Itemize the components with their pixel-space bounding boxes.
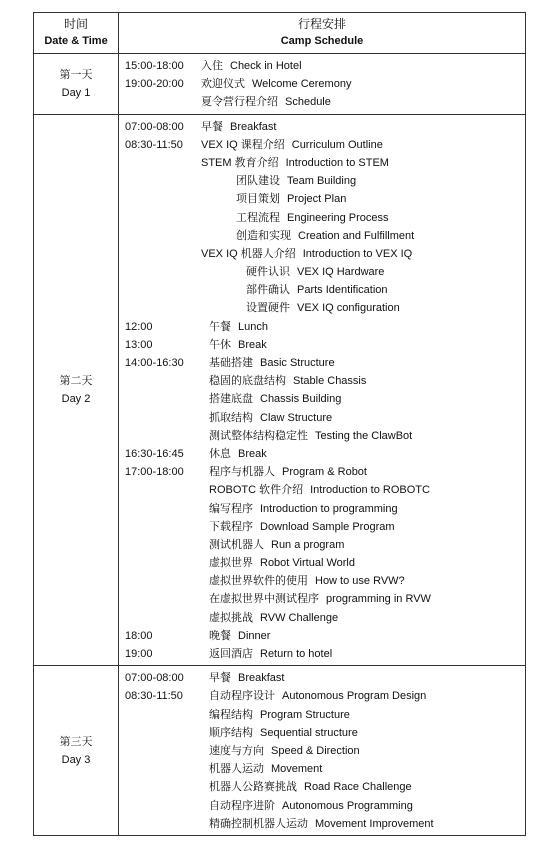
activity-en: Sequential structure <box>260 726 358 739</box>
activity-text <box>209 318 268 336</box>
activity-en: Return to hotel <box>260 648 333 660</box>
activity-zh: 入住 <box>201 60 223 72</box>
activity-en: Introduction to programming <box>260 502 398 515</box>
schedule-row <box>119 445 525 463</box>
schedule-row <box>119 609 525 627</box>
activity-zh: 早餐 <box>201 120 223 133</box>
activity-zh: STEM 教育介绍 <box>201 156 279 169</box>
activity-zh: 速度与方向 <box>209 744 264 757</box>
schedule-row <box>119 500 525 518</box>
activity-zh: 精确控制机器人运动 <box>209 817 308 830</box>
time-text: 19:00 <box>125 648 153 660</box>
activity-text <box>201 93 331 111</box>
activity-en: Break <box>238 447 267 460</box>
activity-en: Autonomous Program Design <box>282 690 427 703</box>
activity-zh: 搭建底盘 <box>209 393 253 406</box>
activity-en: Movement <box>271 763 323 776</box>
activity-text <box>209 554 355 572</box>
day-schedule-cell <box>119 114 526 666</box>
activity-zh: 自动程序进阶 <box>209 799 275 812</box>
activity-en: Robot Virtual World <box>260 557 355 570</box>
activity-zh: 早餐 <box>209 672 231 685</box>
day-label-cell <box>34 54 119 115</box>
time-text: 08:30-11:50 <box>125 138 183 151</box>
schedule-row <box>119 354 525 372</box>
activity-en: Run a program <box>271 538 345 551</box>
activity-en: Road Race Challenge <box>304 781 412 794</box>
activity-text <box>236 209 389 227</box>
schedule-row <box>119 390 525 408</box>
activity-en: Break <box>238 338 267 351</box>
activity-en: Engineering Process <box>287 211 389 224</box>
schedule-row <box>119 687 525 705</box>
activity-text <box>209 815 434 833</box>
activity-zh: 测试机器人 <box>209 538 264 551</box>
activity-en: programming in RVW <box>326 593 431 606</box>
schedule-sheet <box>33 12 525 830</box>
activity-en: Breakfast <box>238 672 285 685</box>
activity-text <box>209 760 322 778</box>
activity-text <box>209 372 366 390</box>
activity-en: Program & Robot <box>282 466 367 479</box>
activity-zh: 午休 <box>209 338 231 351</box>
activity-zh: 编程结构 <box>209 708 253 721</box>
schedule-row <box>119 778 525 796</box>
activity-en: Testing the ClawBot <box>315 429 413 442</box>
activity-en: Chassis Building <box>260 393 342 406</box>
activity-zh: 硬件认识 <box>246 266 290 279</box>
activity-zh: 下载程序 <box>209 520 253 533</box>
activity-text <box>209 536 344 554</box>
schedule-row <box>119 463 525 481</box>
activity-zh: 机器人公路赛挑战 <box>209 781 297 794</box>
activity-text <box>209 609 338 627</box>
activity-zh: 欢迎仪式 <box>201 78 245 91</box>
schedule-row <box>119 318 525 336</box>
activity-en: Introduction to ROBOTC <box>310 484 430 497</box>
activity-text <box>209 500 398 518</box>
schedule-row <box>119 245 525 263</box>
activity-en: Introduction to STEM <box>285 156 389 169</box>
activity-zh: 自动程序设计 <box>209 690 275 703</box>
time-text: 08:30-11:50 <box>125 690 183 703</box>
activity-zh: 顺序结构 <box>209 726 253 739</box>
date-header-zh: 时间 <box>63 17 88 31</box>
day-label-zh: 第三天 <box>59 735 93 748</box>
time-text: 12:00 <box>125 320 153 333</box>
activity-zh: 在虚拟世界中测试程序 <box>209 593 319 606</box>
activity-text <box>209 518 395 536</box>
activity-zh: 抓取结构 <box>209 411 253 424</box>
activity-zh: 基础搭建 <box>209 357 253 369</box>
activity-zh: 夏令营行程介绍 <box>201 96 278 109</box>
activity-en: Check in Hotel <box>230 60 302 72</box>
day-row <box>34 114 526 666</box>
schedule-row <box>119 372 525 390</box>
schedule-row <box>119 427 525 445</box>
activity-en: Curriculum Outline <box>291 138 383 151</box>
activity-text <box>201 154 389 172</box>
schedule-row <box>119 299 525 317</box>
activity-zh: ROBOTC 软件介绍 <box>209 484 304 497</box>
activity-text <box>201 136 383 154</box>
day-label-cell <box>34 114 119 666</box>
activity-zh: VEX IQ 机器人介绍 <box>201 247 296 260</box>
activity-text <box>209 687 426 705</box>
date-time-header <box>34 13 119 54</box>
activity-text <box>236 172 356 190</box>
activity-zh: 编写程序 <box>209 502 253 515</box>
activity-text <box>209 669 284 687</box>
activity-text <box>201 245 412 263</box>
activity-text <box>209 645 332 663</box>
activity-text <box>201 75 351 93</box>
activity-text <box>209 572 405 590</box>
activity-zh: 休息 <box>209 447 231 460</box>
activity-en: Dinner <box>238 629 271 642</box>
activity-text <box>209 724 358 742</box>
activity-en: VEX IQ Hardware <box>297 266 385 279</box>
date-header-en: Date & Time <box>44 35 108 47</box>
schedule-row <box>119 724 525 742</box>
activity-en: Schedule <box>285 96 331 109</box>
time-text: 16:30-16:45 <box>125 447 184 460</box>
days-body <box>34 54 526 836</box>
table-header-row <box>34 13 526 54</box>
schedule-row <box>119 57 525 75</box>
activity-text <box>236 227 414 245</box>
activity-text <box>209 354 335 372</box>
activity-text <box>209 706 350 724</box>
schedule-row <box>119 336 525 354</box>
time-text: 07:00-08:00 <box>125 672 184 685</box>
activity-text <box>209 336 267 354</box>
activity-en: Introduction to VEX IQ <box>302 247 413 260</box>
schedule-row <box>119 518 525 536</box>
activity-en: Team Building <box>287 175 357 188</box>
activity-text <box>209 409 332 427</box>
activity-en: How to use RVW? <box>315 575 405 588</box>
activity-zh: 虚拟世界 <box>209 557 253 570</box>
day-label-en: Day 3 <box>61 753 91 766</box>
time-text: 15:00-18:00 <box>125 60 184 72</box>
activity-en: Lunch <box>238 320 268 333</box>
activity-zh: 部件确认 <box>246 284 290 297</box>
activity-zh: 返回酒店 <box>209 648 253 660</box>
activity-text <box>201 57 302 75</box>
schedule-table <box>33 12 526 836</box>
schedule-row <box>119 209 525 227</box>
day-schedule-cell <box>119 54 526 115</box>
activity-en: Parts Identification <box>297 284 388 297</box>
time-text: 19:00-20:00 <box>125 78 184 91</box>
activity-en: Claw Structure <box>260 411 333 424</box>
schedule-header-en: Camp Schedule <box>280 35 364 47</box>
day-row <box>34 666 526 836</box>
schedule-row <box>119 75 525 93</box>
day-row <box>34 54 526 115</box>
activity-en: RVW Challenge <box>260 611 339 624</box>
activity-en: Speed & Direction <box>271 744 360 757</box>
activity-text <box>209 797 413 815</box>
schedule-row <box>119 409 525 427</box>
schedule-header-zh: 行程安排 <box>297 17 346 31</box>
activity-zh: 晚餐 <box>209 629 231 642</box>
activity-text <box>209 481 430 499</box>
activity-zh: 团队建设 <box>236 175 280 188</box>
schedule-row <box>119 281 525 299</box>
schedule-row <box>119 93 525 111</box>
schedule-row <box>119 797 525 815</box>
schedule-row <box>119 118 525 136</box>
activity-text <box>209 390 341 408</box>
schedule-row <box>119 627 525 645</box>
activity-en: Download Sample Program <box>260 520 395 533</box>
day-label-cell <box>34 666 119 836</box>
activity-text <box>209 445 267 463</box>
day-schedule-cell <box>119 666 526 836</box>
schedule-row <box>119 190 525 208</box>
activity-zh: 午餐 <box>209 320 231 333</box>
time-text: 18:00 <box>125 629 153 642</box>
time-text: 17:00-18:00 <box>125 466 184 479</box>
schedule-row <box>119 136 525 154</box>
activity-zh: VEX IQ 课程介绍 <box>201 138 285 151</box>
activity-zh: 稳固的底盘结构 <box>209 375 286 388</box>
time-text: 07:00-08:00 <box>125 120 184 133</box>
activity-zh: 工程流程 <box>236 211 280 224</box>
activity-zh: 创造和实现 <box>236 229 291 242</box>
schedule-row <box>119 263 525 281</box>
activity-zh: 机器人运动 <box>209 763 264 776</box>
activity-text <box>209 463 367 481</box>
schedule-row <box>119 227 525 245</box>
day-label-en: Day 1 <box>61 86 91 99</box>
activity-en: Welcome Ceremony <box>252 78 352 91</box>
schedule-row <box>119 645 525 663</box>
activity-zh: 虚拟世界软件的使用 <box>209 575 308 588</box>
activity-text <box>209 742 360 760</box>
activity-en: VEX IQ configuration <box>297 302 400 315</box>
day-label-zh: 第二天 <box>59 374 93 387</box>
activity-zh: 项目策划 <box>236 193 280 206</box>
schedule-row <box>119 554 525 572</box>
activity-en: Movement Improvement <box>315 817 434 830</box>
activity-zh: 程序与机器人 <box>209 466 275 479</box>
activity-text <box>209 778 412 796</box>
schedule-row <box>119 760 525 778</box>
schedule-row <box>119 572 525 590</box>
activity-text <box>201 118 276 136</box>
activity-zh: 设置硬件 <box>246 302 290 315</box>
schedule-row <box>119 815 525 833</box>
activity-text <box>246 299 400 317</box>
activity-en: Autonomous Programming <box>282 799 413 812</box>
schedule-row <box>119 172 525 190</box>
time-text: 14:00-16:30 <box>125 357 184 369</box>
activity-text <box>209 590 431 608</box>
activity-text <box>236 190 346 208</box>
activity-text <box>246 263 384 281</box>
schedule-row <box>119 706 525 724</box>
schedule-row <box>119 536 525 554</box>
activity-en: Creation and Fulfillment <box>298 229 415 242</box>
camp-schedule-header <box>119 13 526 54</box>
schedule-row <box>119 590 525 608</box>
schedule-row <box>119 669 525 687</box>
day-label-en: Day 2 <box>61 392 91 405</box>
schedule-row <box>119 742 525 760</box>
activity-en: Project Plan <box>287 193 347 206</box>
time-text: 13:00 <box>125 338 153 351</box>
activity-en: Breakfast <box>230 120 277 133</box>
activity-en: Stable Chassis <box>293 375 367 388</box>
schedule-row <box>119 481 525 499</box>
activity-zh: 测试整体结构稳定性 <box>209 429 308 442</box>
schedule-row <box>119 154 525 172</box>
activity-text <box>209 427 412 445</box>
activity-text <box>246 281 388 299</box>
day-label-zh: 第一天 <box>59 68 93 81</box>
activity-en: Basic Structure <box>260 357 335 369</box>
activity-zh: 虚拟挑战 <box>209 611 253 624</box>
activity-text <box>209 627 270 645</box>
activity-en: Program Structure <box>260 708 350 721</box>
